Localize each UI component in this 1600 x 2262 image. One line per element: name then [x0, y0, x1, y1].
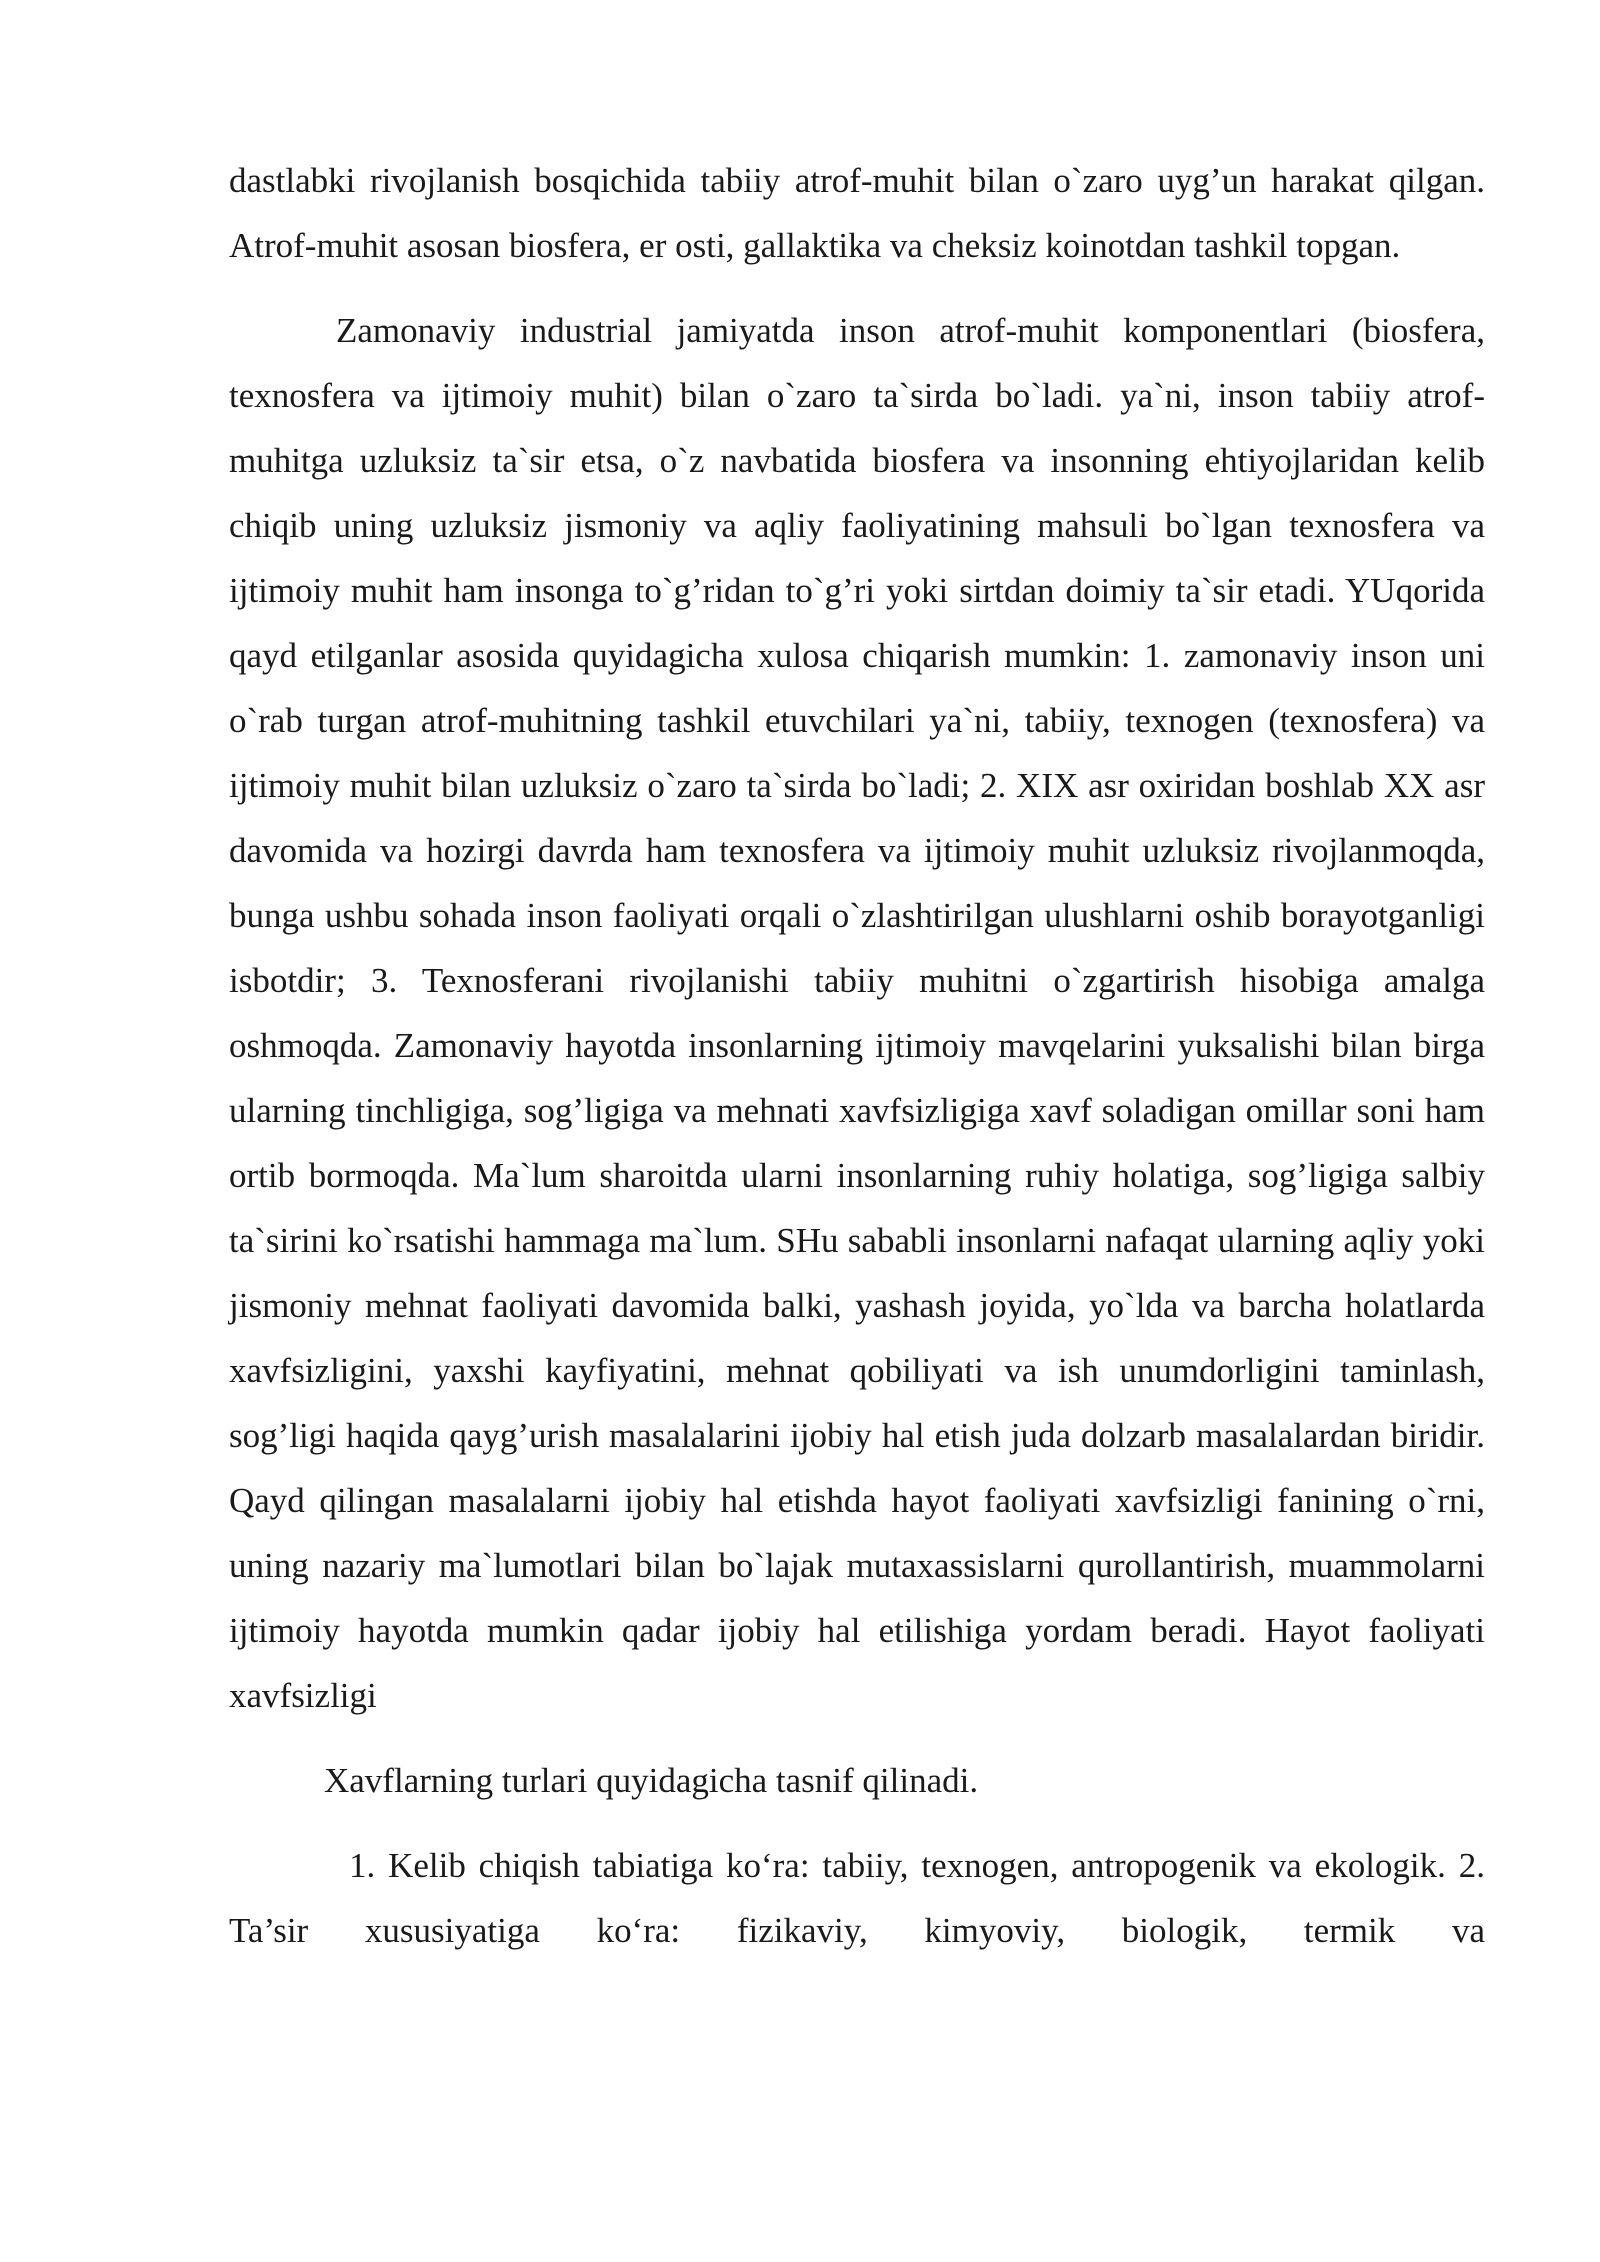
paragraph-intro: dastlabki rivojlanish bosqichida tabiiy atrof-muhit bilan o`zaro uyg’un harakat qilgan. Atrof-muhit asosan biosfera, er osti, gallaktika va cheksiz koinotdan tashkil topgan.	[229, 161, 1485, 265]
paragraph-main: Zamonaviy industrial jamiyatda inson atrof-muhit komponentlari (biosfera, texnosfera va ijtimoiy muhit) bilan o`zaro ta`sirda bo`ladi. ya`ni, inson tabiiy atrof-muhitga uzluksiz ta`sir etsa, o`z navbatida biosfera va insonning ehtiyojlaridan kelib chiqib uning uzluksiz jismoniy va aqliy faoliyatining mahsuli bo`lgan texnosfera va ijtimoiy muhit ham insonga to`g’ridan to`g’ri yoki sirtdan doimiy ta`sir etadi. YUqorida qayd etilganlar asosida quyidagicha xulosa chiqarish mumkin: 1. zamonaviy inson uni o`rab turgan atrof-muhitning tashkil etuvchilari ya`ni, tabiiy, texnogen (texnosfera) va ijtimoiy muhit bilan uzluksiz o`zaro ta`sirda bo`ladi; 2. XIX asr oxiridan boshlab XX asr davomida va hozirgi davrda ham texnosfera va ijtimoiy muhit uzluksiz rivojlanmoqda, bunga ushbu sohada inson faoliyati orqali o`zlashtirilgan ulushlarni oshib borayotganligi isbotdir; 3. Texnosferani rivojlanishi tabiiy muhitni o`zgartirish hisobiga amalga oshmoqda. Zamonaviy hayotda insonlarning ijtimoiy mavqelarini yuksalishi bilan birga ularning tinchligiga, sog’ligiga va mehnati xavfsizligiga xavf soladigan omillar soni ham ortib bormoqda. Ma`lum sharoitda ularni insonlarning ruhiy holatiga, sog’ligiga salbiy ta`sirini ko`rsatishi hammaga ma`lum. SHu sababli insonlarni nafaqat ularning aqliy yoki jismoniy mehnat faoliyati davomida balki, yashash joyida, yo`lda va barcha holatlarda xavfsizligini, yaxshi kayfiyatini, mehnat qobiliyati va ish unumdorligini taminlash, sog’ligi haqida qayg’urish masalalarini ijobiy hal etish juda dolzarb masalalardan biridir. Qayd qilingan masalalarni ijobiy hal etishda hayot faoliyati xavfsizligi fanining o`rni, uning nazariy ma`lumotlari bilan bo`lajak mutaxassislarni qurollantirish, muammolarni ijtimoiy hayotda mumkin qadar ijobiy hal etilishiga yordam beradi. Hayot faoliyati xavfsizligi	[229, 311, 1485, 1715]
document-body	[229, 148, 1485, 1963]
paragraph-classification-list: 1. Kelib chiqish tabiatiga ko‘ra: tabiiy, texnogen, antropogenik va ekologik. 2. Ta’sir xususiyatiga ko‘ra: fizikaviy, kimyoviy, biologik, termik va	[229, 1846, 1485, 1950]
paragraph-classification-heading: Xavflarning turlari quyidagicha tasnif qilinadi.	[324, 1761, 979, 1800]
